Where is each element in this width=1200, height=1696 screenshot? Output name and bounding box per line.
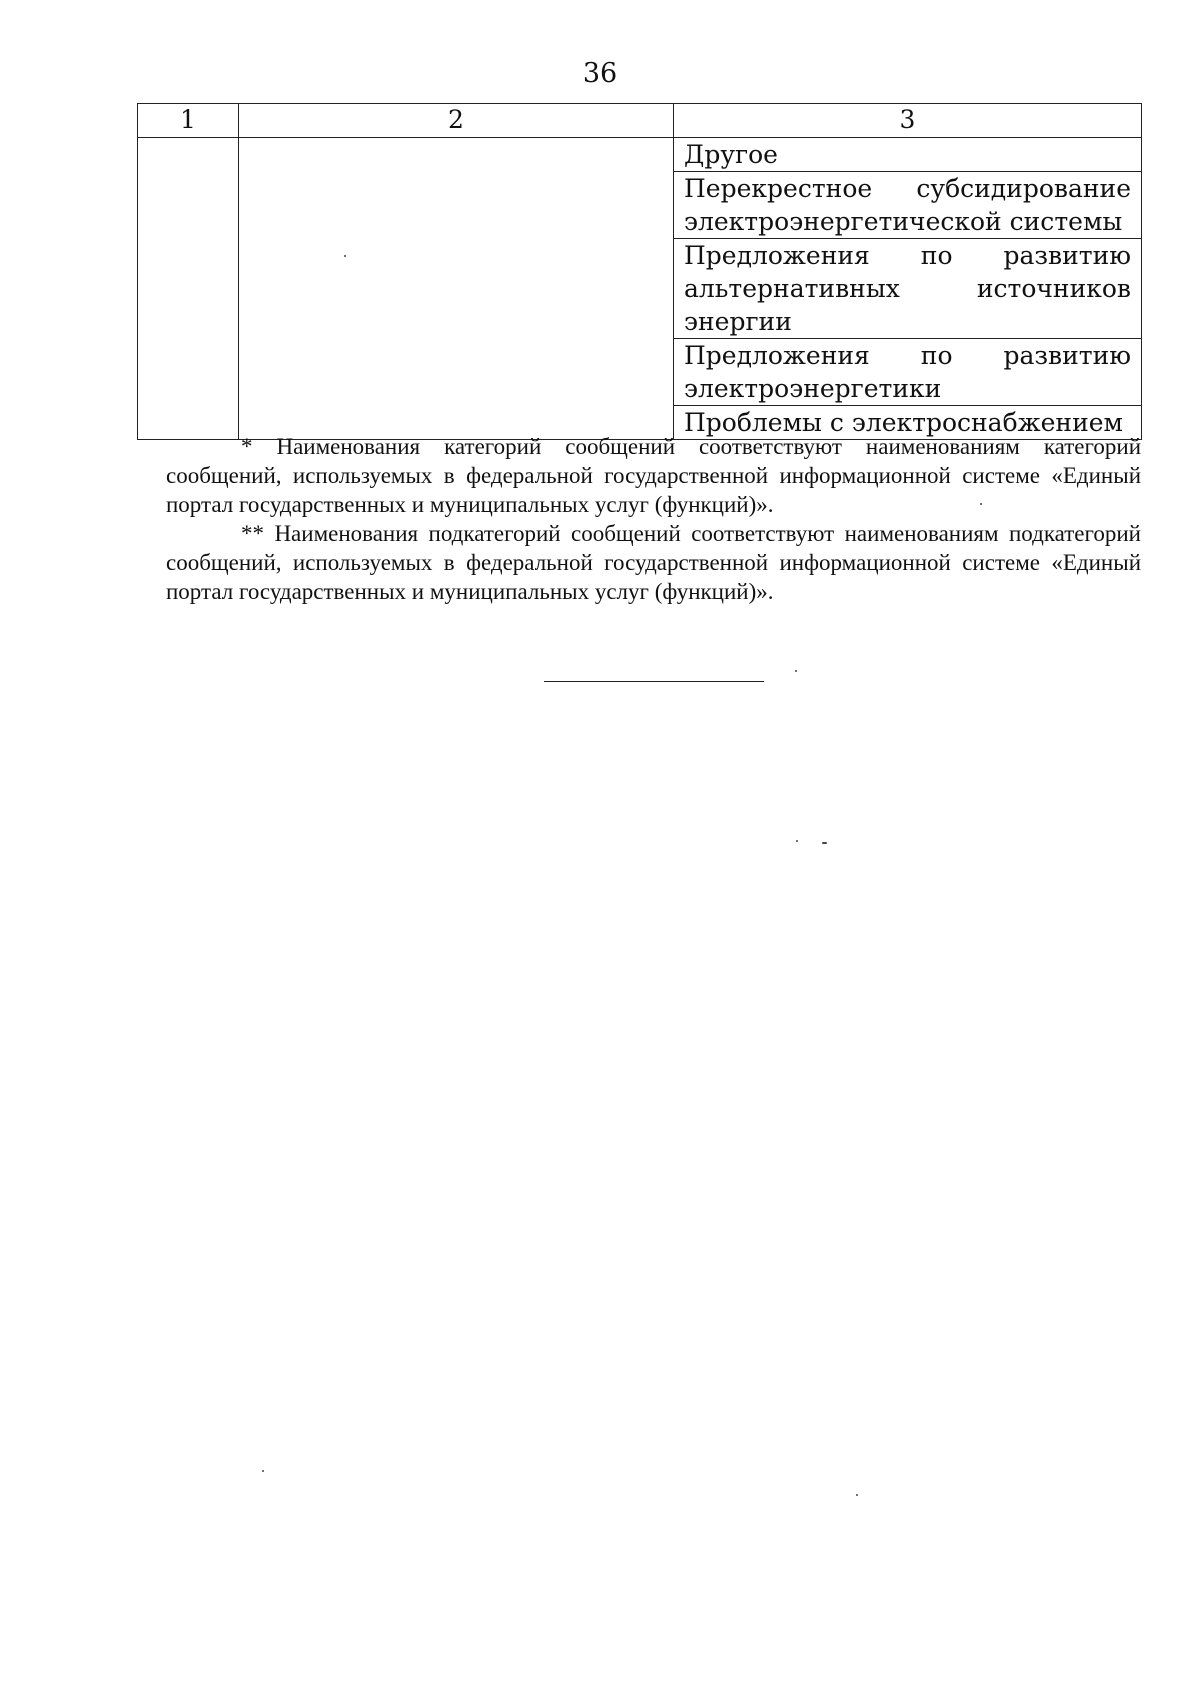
scan-speck: [795, 670, 797, 672]
table-cell-item: Предложения по развитию альтернативных источников энергии: [674, 239, 1142, 339]
table-header-col-2: 2: [239, 104, 674, 138]
footnote-categories: * Наименования категорий сообщений соответствуют наименованиям категорий сообщений, используемых в федеральной государственной информационной системе «Единый портал государственных и муниципальных услуг (функций)».: [166, 434, 1141, 517]
table-cell-item: Другое: [674, 138, 1142, 172]
scan-speck: [262, 1470, 264, 1472]
categories-table: [137, 103, 1142, 440]
table-cell-item: Проблемы с электроснабжением: [674, 406, 1142, 440]
table-row: [138, 138, 1142, 172]
scan-speck: [344, 255, 346, 257]
table-cell-item: Предложения по развитию электроэнергетики: [674, 339, 1142, 406]
scan-speck: [980, 503, 982, 505]
scan-speck: [796, 840, 798, 842]
table-header-col-1: 1: [138, 104, 239, 138]
table-cell-col-2: [239, 138, 674, 440]
closing-rule: [544, 681, 764, 682]
footnotes: [166, 432, 1141, 606]
scan-speck: [856, 1494, 858, 1496]
table-cell-item: Перекрестное субсидирование электроэнергетической системы: [674, 172, 1142, 239]
footnote-subcategories: ** Наименования подкатегорий сообщений соответствуют наименованиям подкатегорий сообщений, используемых в федеральной государственной информационной системе «Единый портал государственных и муниципальных услуг (функций)».: [166, 521, 1141, 604]
table-header-row: [138, 104, 1142, 138]
scan-speck: [822, 842, 827, 844]
page-number: 36: [582, 58, 618, 89]
table-cell-col-1: [138, 138, 239, 440]
table-header-col-3: 3: [674, 104, 1142, 138]
